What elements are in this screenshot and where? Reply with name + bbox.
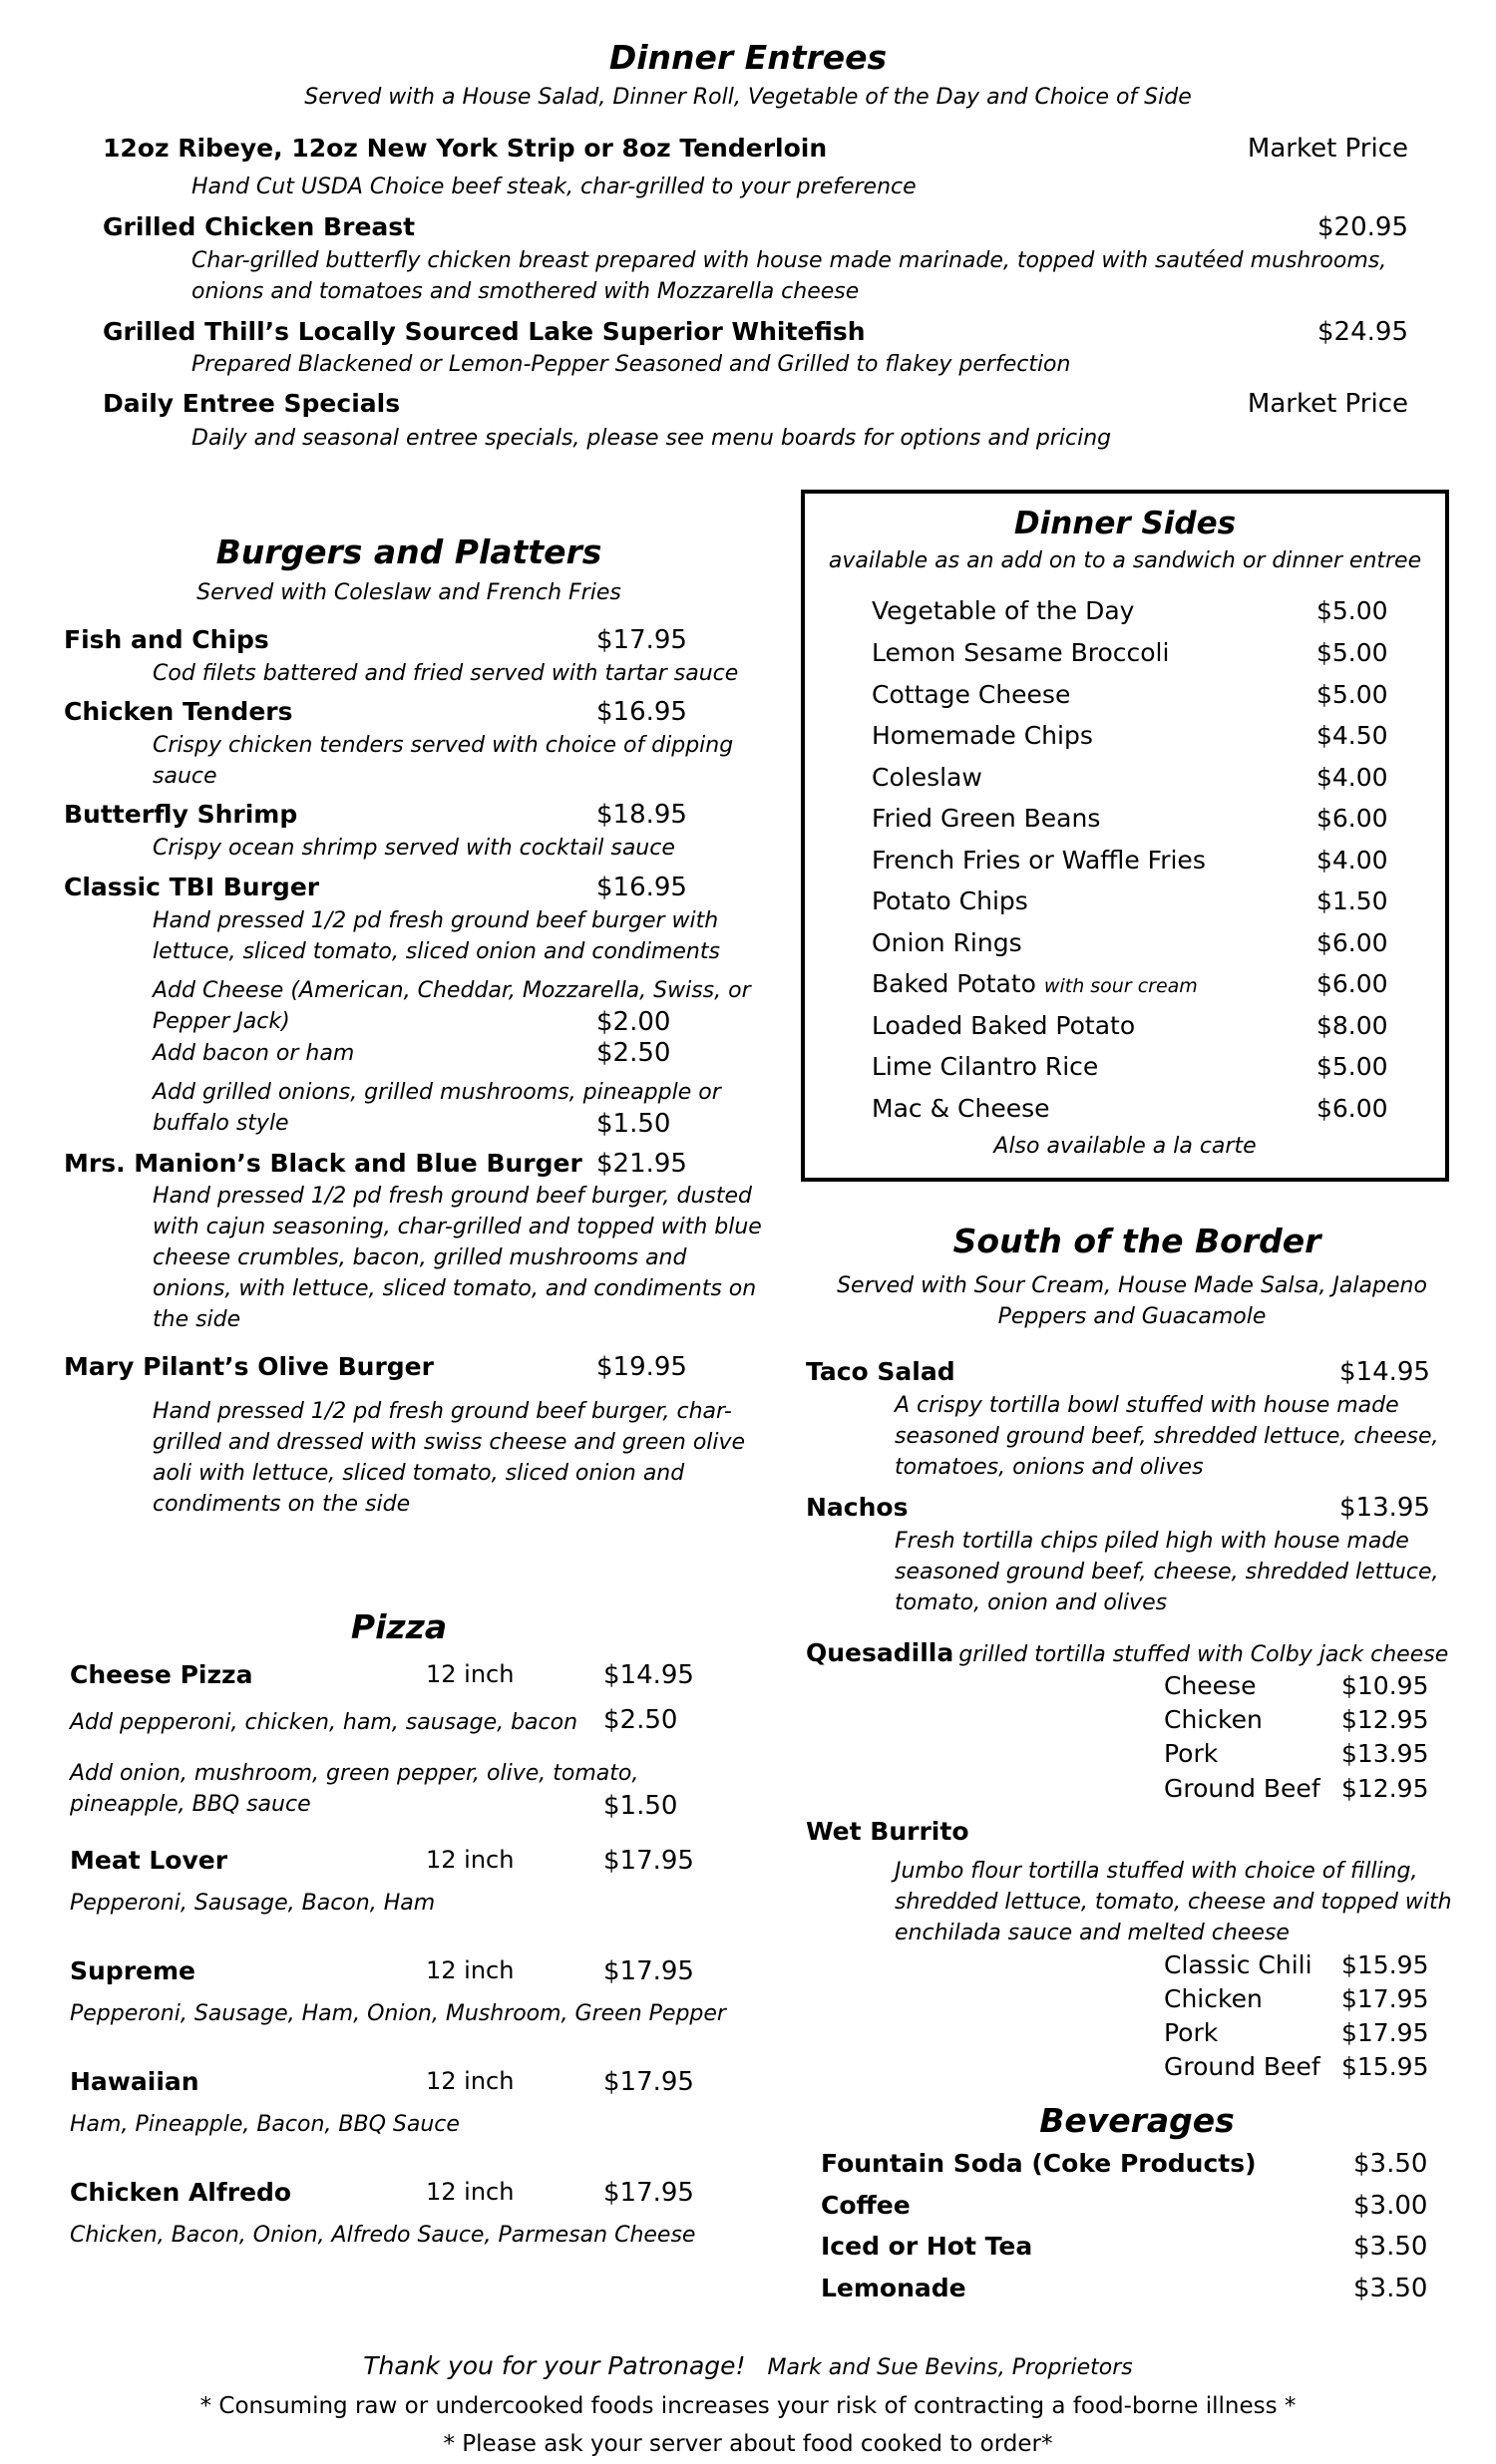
quesadilla-option: Pork bbox=[1164, 1739, 1219, 1768]
entree-name: 12oz Ribeye, 12oz New York Strip or 8oz Tenderloin bbox=[103, 134, 828, 163]
pizza-name: Meat Lover bbox=[70, 1846, 228, 1875]
quesadilla-option-price: $13.95 bbox=[1341, 1739, 1429, 1768]
pizza-price: $17.95 bbox=[603, 2178, 694, 2208]
side-note: with sour cream bbox=[1043, 975, 1198, 997]
burger-price: $17.95 bbox=[596, 625, 687, 655]
pizza-addon-price: $2.50 bbox=[603, 1705, 678, 1735]
side-name: Vegetable of the Day bbox=[872, 596, 1135, 625]
south-item-name: Nachos bbox=[806, 1493, 909, 1522]
quesadilla-option: Chicken bbox=[1164, 1705, 1263, 1734]
footer-warning: * Consuming raw or undercooked foods increases your risk of contracting a food-borne illness * bbox=[199, 2393, 1297, 2419]
beverage-name: Coffee bbox=[821, 2191, 911, 2220]
sides-footer: Also available a la carte bbox=[993, 1134, 1257, 1159]
south-item-name: Taco Salad bbox=[806, 1357, 955, 1386]
quesadilla-option-price: $10.95 bbox=[1341, 1671, 1429, 1700]
pizza-addon-text: Add onion, mushroom, green pepper, olive, tomato, pineapple, BBQ sauce bbox=[70, 1761, 639, 1817]
pizza-desc: Ham, Pineapple, Bacon, BBQ Sauce bbox=[70, 2112, 460, 2137]
side-name: Cottage Cheese bbox=[872, 680, 1071, 709]
pizza-desc: Chicken, Bacon, Onion, Alfredo Sauce, Parmesan Cheese bbox=[70, 2223, 696, 2248]
side-price: $4.00 bbox=[1316, 763, 1388, 792]
side-name: Onion Rings bbox=[872, 928, 1022, 957]
quesadilla-heading bbox=[806, 1638, 1448, 1670]
sides-title: Dinner Sides bbox=[1013, 506, 1237, 541]
pizza-desc: Pepperoni, Sausage, Ham, Onion, Mushroom, Green Pepper bbox=[70, 2001, 726, 2026]
entree-desc: Prepared Blackened or Lemon-Pepper Seasoned and Grilled to flakey perfection bbox=[191, 352, 1071, 377]
side-name: Fried Green Beans bbox=[872, 804, 1101, 833]
entree-desc: Hand Cut USDA Choice beef steak, char-grilled to your preference bbox=[191, 175, 917, 199]
burger-name: Fish and Chips bbox=[64, 625, 269, 654]
beverage-name: Lemonade bbox=[821, 2274, 966, 2302]
burger-addon-price: $2.50 bbox=[596, 1038, 671, 1068]
side-price: $5.00 bbox=[1316, 638, 1388, 667]
burger-desc: Hand pressed 1/2 pd fresh ground beef burger, dusted with cajun seasoning, char-grilled and topped with blue cheese crumbles, bacon, grilled mushrooms and onions, with lettuce, sliced tomato, and condiments on the side bbox=[153, 1184, 762, 1332]
quesadilla-option-price: $12.95 bbox=[1341, 1705, 1429, 1734]
beverages-title: Beverages bbox=[1039, 2101, 1235, 2140]
quesadilla-option: Cheese bbox=[1164, 1671, 1257, 1700]
burger-desc: Hand pressed 1/2 pd fresh ground beef burger with lettuce, sliced tomato, sliced onion and condiments bbox=[153, 908, 720, 964]
south-item-name: Wet Burrito bbox=[806, 1817, 969, 1846]
burrito-option-price: $17.95 bbox=[1341, 2018, 1429, 2047]
dinner-entrees-subtitle: Served with a House Salad, Dinner Roll, Vegetable of the Day and Choice of Side bbox=[304, 85, 1192, 110]
south-item-name: Quesadilla bbox=[806, 1638, 954, 1667]
entree-price: $24.95 bbox=[1317, 317, 1408, 347]
entree-price: $20.95 bbox=[1317, 212, 1408, 242]
burrito-option-price: $17.95 bbox=[1341, 1984, 1429, 2013]
pizza-name: Hawaiian bbox=[70, 2067, 199, 2096]
burgers-subtitle: Served with Coleslaw and French Fries bbox=[196, 580, 621, 605]
burger-desc: Hand pressed 1/2 pd fresh ground beef burger, char-grilled and dressed with swiss cheese and green olive aoli with lettuce, sliced tomato, sliced onion and condiments on the side bbox=[153, 1399, 746, 1517]
burger-price: $16.95 bbox=[596, 873, 687, 902]
footer-thanks: Thank you for your Patronage! bbox=[363, 2351, 746, 2380]
pizza-price: $14.95 bbox=[603, 1660, 694, 1690]
burger-price: $21.95 bbox=[596, 1149, 687, 1179]
side-price: $5.00 bbox=[1316, 1052, 1388, 1081]
side-name: Potato Chips bbox=[872, 886, 1028, 915]
south-title: South of the Border bbox=[952, 1222, 1321, 1260]
pizza-addon-text: Add pepperoni, chicken, ham, sausage, bacon bbox=[70, 1710, 578, 1735]
south-item-desc: Fresh tortilla chips piled high with house made seasoned ground beef, cheese, shredded lettuce, tomato, onion and olives bbox=[895, 1529, 1439, 1615]
burger-name: Mary Pilant’s Olive Burger bbox=[64, 1352, 434, 1381]
side-name: Homemade Chips bbox=[872, 721, 1093, 750]
pizza-price: $17.95 bbox=[603, 1846, 694, 1876]
south-subtitle: Served with Sour Cream, House Made Salsa, Jalapeno Peppers and Guacamole bbox=[837, 1273, 1427, 1329]
quesadilla-option: Ground Beef bbox=[1164, 1774, 1320, 1803]
entree-name: Grilled Thill’s Locally Sourced Lake Superior Whitefish bbox=[103, 317, 866, 346]
burger-name: Mrs. Manion’s Black and Blue Burger bbox=[64, 1149, 582, 1178]
pizza-name: Supreme bbox=[70, 1956, 195, 1985]
burrito-option: Ground Beef bbox=[1164, 2052, 1320, 2081]
south-item-desc: Jumbo flour tortilla stuffed with choice of filling, shredded lettuce, tomato, cheese and topped with enchilada sauce and melted cheese bbox=[895, 1859, 1452, 1945]
dinner-entrees-title: Dinner Entrees bbox=[608, 38, 888, 77]
south-item-note: grilled tortilla stuffed with Colby jack cheese bbox=[958, 1642, 1449, 1667]
burger-addon-text: Add Cheese (American, Cheddar, Mozzarella, Swiss, or Pepper Jack) bbox=[153, 978, 751, 1034]
burger-addon-text: Add grilled onions, grilled mushrooms, pineapple or buffalo style bbox=[153, 1080, 721, 1136]
footer-thanks-line bbox=[0, 2351, 1496, 2380]
burrito-option: Classic Chili bbox=[1164, 1950, 1312, 1979]
side-name: Loaded Baked Potato bbox=[872, 1011, 1136, 1040]
sides-list bbox=[805, 494, 1445, 1178]
south-item-price: $14.95 bbox=[1339, 1357, 1430, 1387]
sides-subtitle: available as an add on to a sandwich or dinner entree bbox=[828, 548, 1422, 573]
burger-desc: Crispy chicken tenders served with choice of dipping sauce bbox=[153, 733, 734, 789]
south-item-desc: A crispy tortilla bowl stuffed with house made seasoned ground beef, shredded lettuce, cheese, tomatoes, onions and olives bbox=[895, 1393, 1439, 1480]
beverage-price: $3.00 bbox=[1353, 2191, 1428, 2221]
side-price: $6.00 bbox=[1316, 969, 1388, 998]
dinner-sides-box bbox=[801, 490, 1449, 1182]
burger-addon-price: $2.00 bbox=[596, 1007, 671, 1037]
side-name: Mac & Cheese bbox=[872, 1094, 1050, 1123]
side-name-text: Baked Potato bbox=[872, 969, 1036, 998]
beverage-name: Fountain Soda (Coke Products) bbox=[821, 2149, 1257, 2178]
burger-addon-text: Add bacon or ham bbox=[153, 1041, 355, 1066]
beverage-name: Iced or Hot Tea bbox=[821, 2232, 1033, 2261]
burrito-option-price: $15.95 bbox=[1341, 1950, 1429, 1979]
side-price: $5.00 bbox=[1316, 680, 1388, 709]
pizza-price: $17.95 bbox=[603, 2067, 694, 2097]
pizza-desc: Pepperoni, Sausage, Bacon, Ham bbox=[70, 1891, 436, 1916]
burrito-option: Pork bbox=[1164, 2018, 1219, 2047]
side-price: $5.00 bbox=[1316, 596, 1388, 625]
entree-price: Market Price bbox=[1247, 389, 1408, 419]
side-price: $8.00 bbox=[1316, 1011, 1388, 1040]
pizza-title: Pizza bbox=[350, 1607, 448, 1646]
side-price: $4.50 bbox=[1316, 721, 1388, 750]
burgers-title: Burgers and Platters bbox=[215, 532, 602, 571]
burger-price: $18.95 bbox=[596, 800, 687, 830]
burger-price: $19.95 bbox=[596, 1352, 687, 1382]
side-name: Lime Cilantro Rice bbox=[872, 1052, 1099, 1081]
entree-name: Grilled Chicken Breast bbox=[103, 212, 416, 241]
pizza-price: $17.95 bbox=[603, 1956, 694, 1986]
burger-name: Butterfly Shrimp bbox=[64, 800, 298, 829]
pizza-size: 12 inch bbox=[426, 1846, 515, 1874]
burrito-option-price: $15.95 bbox=[1341, 2052, 1429, 2081]
beverage-price: $3.50 bbox=[1353, 2274, 1428, 2303]
entree-name: Daily Entree Specials bbox=[103, 389, 401, 418]
side-price: $4.00 bbox=[1316, 846, 1388, 875]
pizza-size: 12 inch bbox=[426, 1660, 515, 1688]
side-price: $6.00 bbox=[1316, 1094, 1388, 1123]
side-price: $6.00 bbox=[1316, 928, 1388, 957]
burger-price: $16.95 bbox=[596, 697, 687, 727]
entree-desc: Daily and seasonal entree specials, please see menu boards for options and pricing bbox=[191, 426, 1112, 451]
burger-desc: Cod filets battered and fried served with tartar sauce bbox=[153, 661, 739, 686]
burger-desc: Crispy ocean shrimp served with cocktail sauce bbox=[153, 836, 675, 861]
quesadilla-option-price: $12.95 bbox=[1341, 1774, 1429, 1803]
side-name: French Fries or Waffle Fries bbox=[872, 846, 1206, 875]
beverage-price: $3.50 bbox=[1353, 2232, 1428, 2262]
pizza-size: 12 inch bbox=[426, 2178, 515, 2206]
footer-ask: * Please ask your server about food cooked to order* bbox=[443, 2431, 1053, 2457]
burger-name: Chicken Tenders bbox=[64, 697, 293, 726]
burrito-option: Chicken bbox=[1164, 1984, 1263, 2013]
side-name bbox=[872, 969, 1198, 998]
south-item-price: $13.95 bbox=[1339, 1493, 1430, 1523]
beverage-price: $3.50 bbox=[1353, 2149, 1428, 2179]
pizza-name: Cheese Pizza bbox=[70, 1660, 253, 1689]
burger-name: Classic TBI Burger bbox=[64, 873, 320, 901]
pizza-addon-price: $1.50 bbox=[603, 1791, 678, 1821]
footer-owners: Mark and Sue Bevins, Proprietors bbox=[767, 2355, 1133, 2380]
burger-addon-price: $1.50 bbox=[596, 1109, 671, 1139]
pizza-name: Chicken Alfredo bbox=[70, 2178, 292, 2207]
side-name: Lemon Sesame Broccoli bbox=[872, 638, 1170, 667]
side-price: $1.50 bbox=[1316, 886, 1388, 915]
entree-desc: Char-grilled butterfly chicken breast prepared with house made marinade, topped with sautéed mushrooms, onions and tomatoes and smothered with Mozzarella cheese bbox=[191, 248, 1387, 304]
entree-price: Market Price bbox=[1247, 134, 1408, 164]
side-price: $6.00 bbox=[1316, 804, 1388, 833]
pizza-size: 12 inch bbox=[426, 2067, 515, 2095]
side-name: Coleslaw bbox=[872, 763, 982, 792]
pizza-size: 12 inch bbox=[426, 1956, 515, 1984]
